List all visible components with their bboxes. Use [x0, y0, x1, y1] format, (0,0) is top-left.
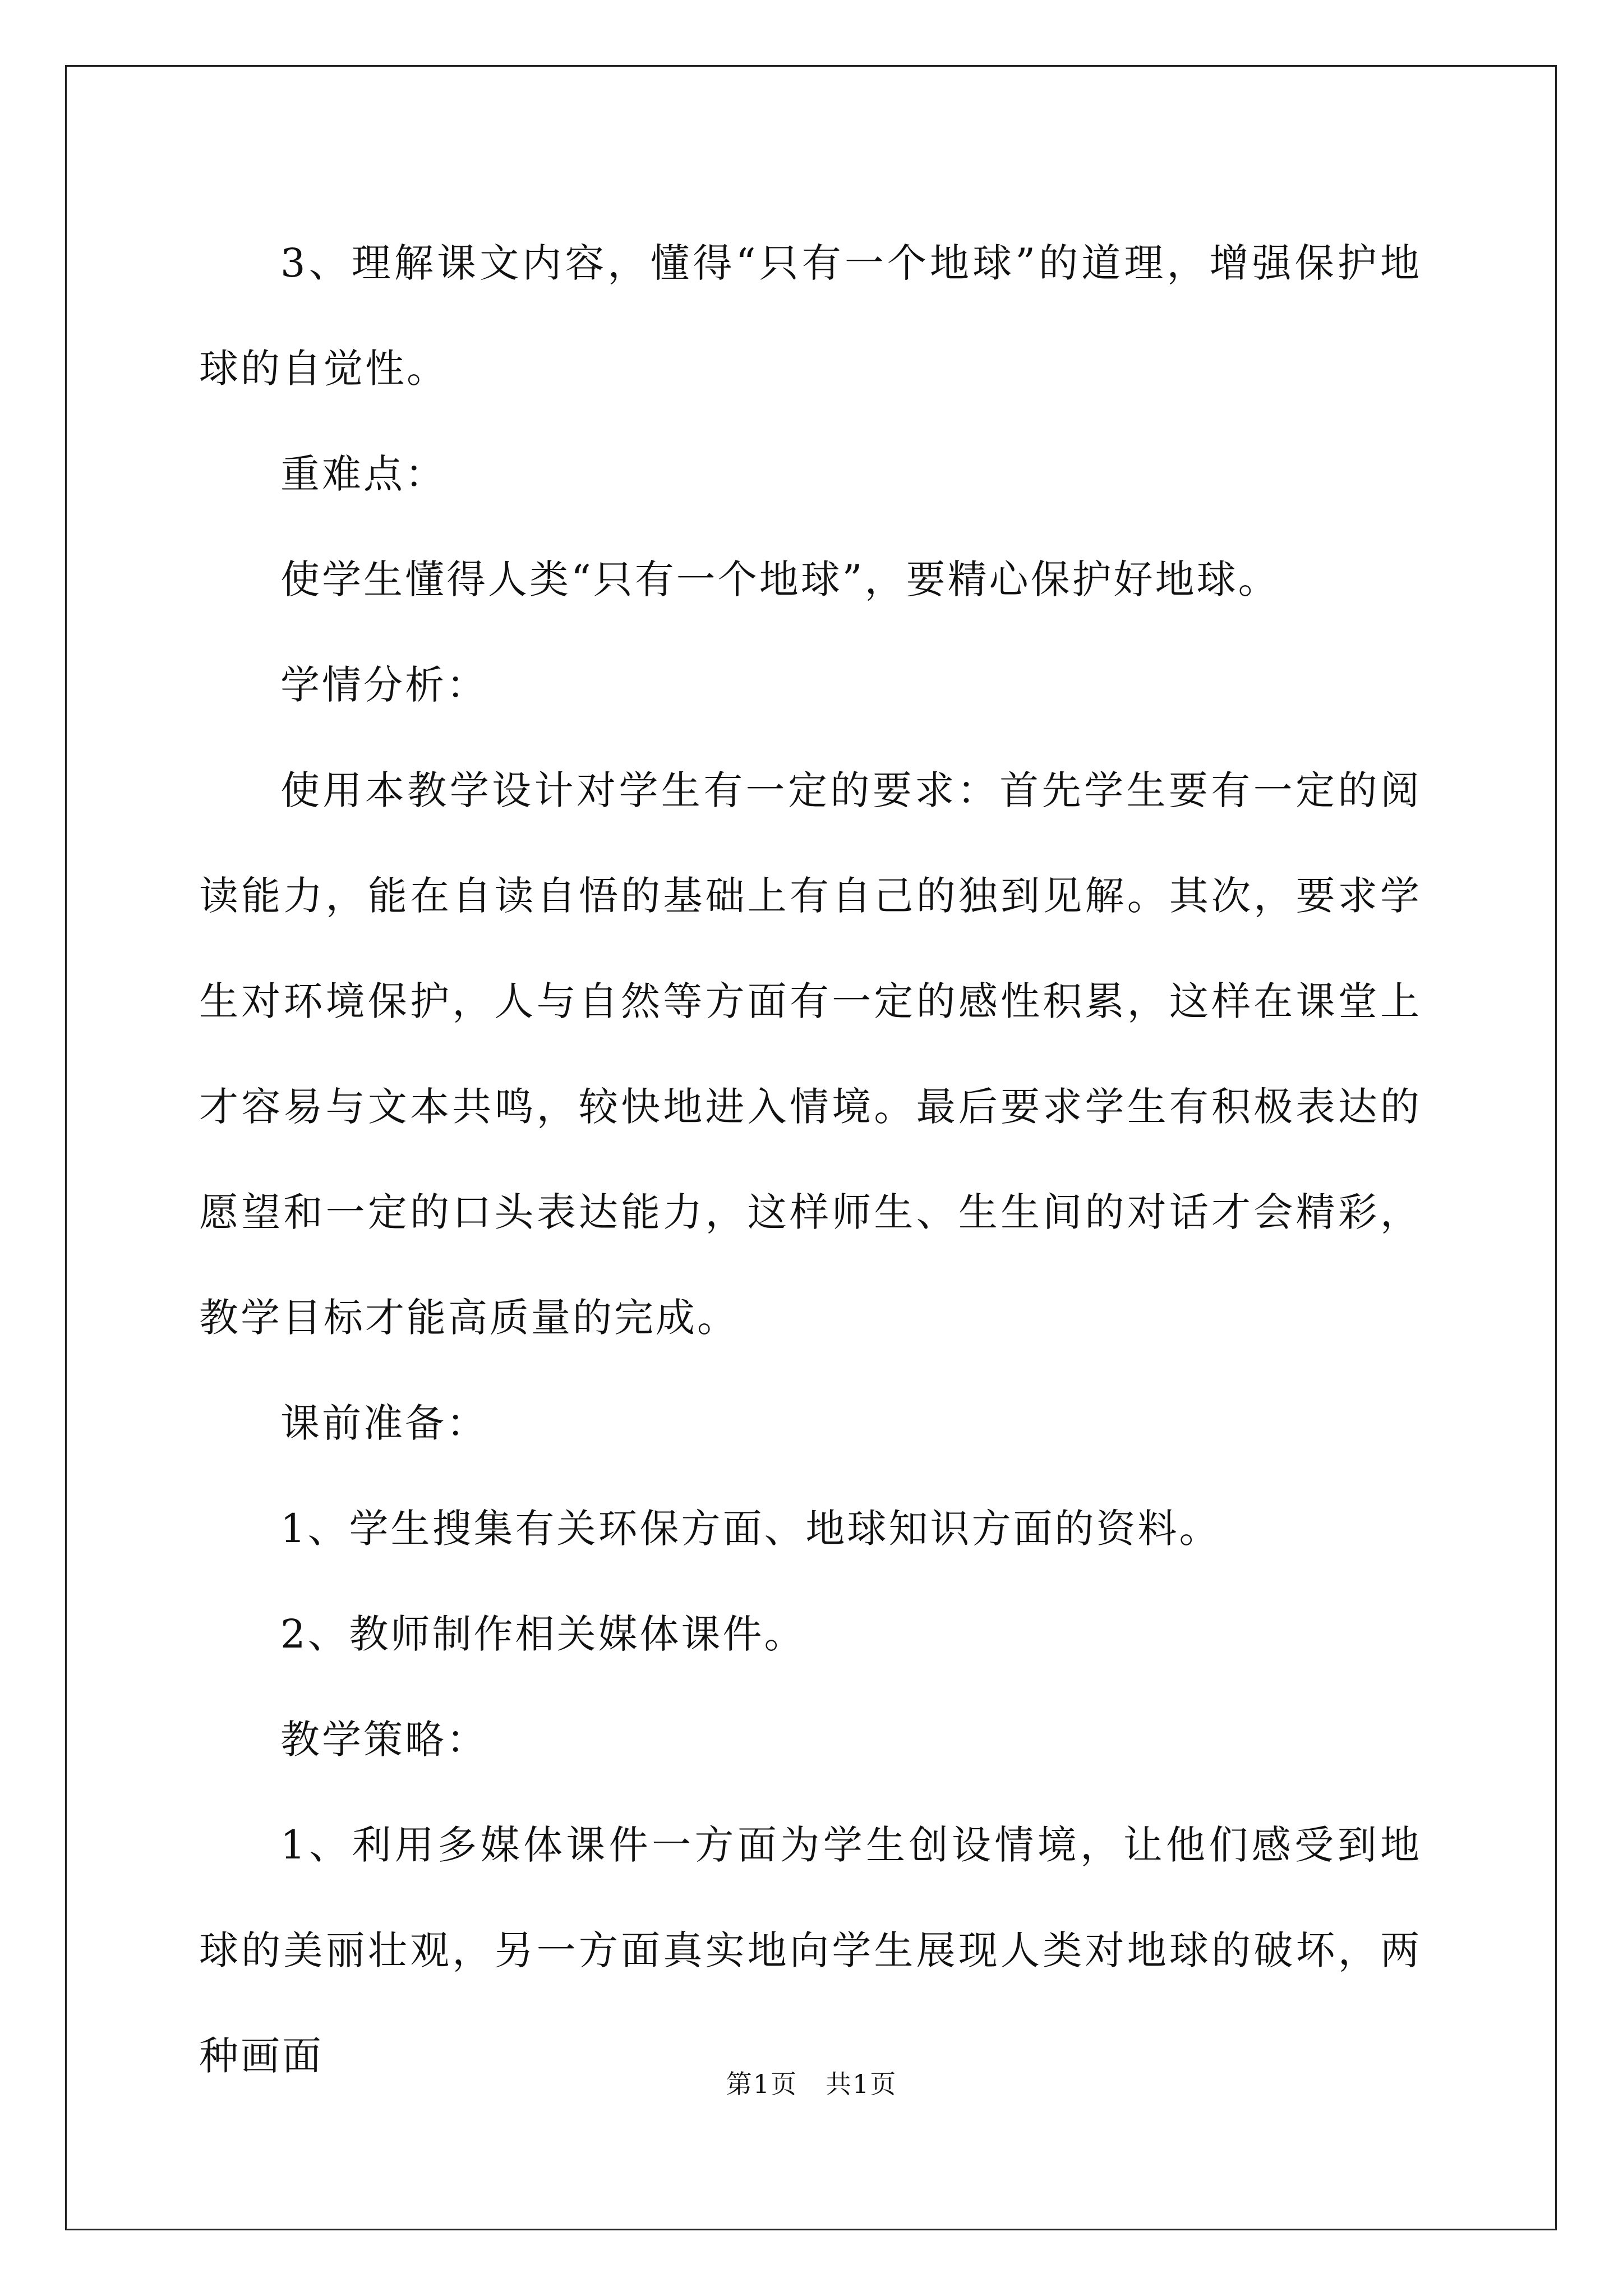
- page-footer: [0, 2067, 1623, 2101]
- page-number-total: 共1页: [826, 2069, 897, 2099]
- paragraph-key-difficulties: 使学生懂得人类“只有一个地球”，要精心保护好地球。: [280, 556, 1280, 602]
- heading-teaching-strategy: 教学策略：: [280, 1717, 488, 1763]
- document-body: [199, 210, 1422, 2109]
- heading-learner-analysis: 学情分析：: [280, 662, 488, 708]
- paragraph-objective-3: 3、理解课文内容，懂得“只有一个地球”的道理，增强保护地球的自觉性。: [199, 240, 1422, 392]
- page-number-current: 第1页: [726, 2069, 797, 2099]
- heading-preparation: 课前准备：: [280, 1400, 488, 1446]
- paragraph-preparation-2: 2、教师制作相关媒体课件。: [280, 1611, 806, 1657]
- paragraph-learner-analysis: 使用本教学设计对学生有一定的要求：首先学生要有一定的阅读能力，能在自读自悟的基础上有自己的独到见解。其次，要求学生对环境保护，人与自然等方面有一定的感性积累，这样在课堂上才容易与文本共鸣，较快地进入情境。最后要求学生有积极表达的愿望和一定的口头表达能力，这样师生、生生间的对话才会精彩，教学目标才能高质量的完成。: [199, 767, 1422, 1341]
- paragraph-preparation-1: 1、学生搜集有关环保方面、地球知识方面的资料。: [280, 1506, 1221, 1552]
- paragraph-teaching-strategy-1: 1、利用多媒体课件一方面为学生创设情境，让他们感受到地球的美丽壮观，另一方面真实地向学生展现人类对地球的破坏，两种画面: [199, 1822, 1422, 2079]
- heading-key-difficulties: 重难点：: [280, 451, 446, 497]
